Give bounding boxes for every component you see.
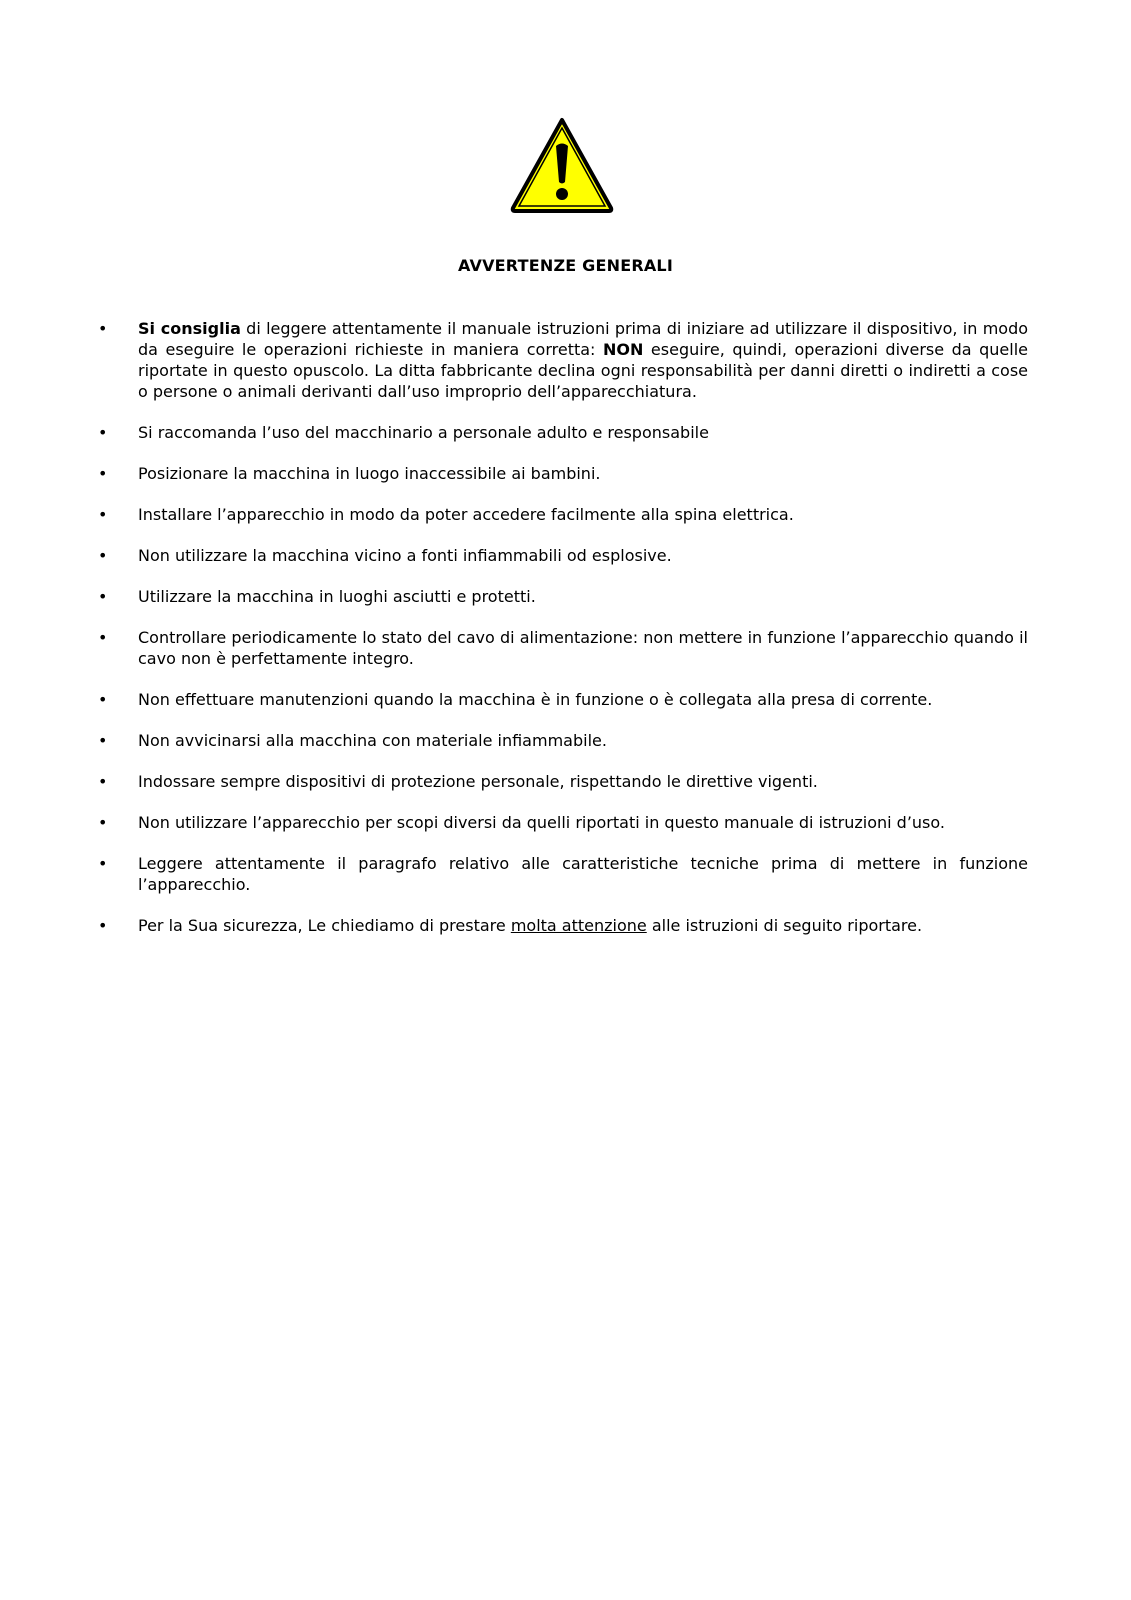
bullet: •: [98, 505, 108, 524]
item-text: eseguire, quindi, operazioni diverse da quelle riportate in questo opuscolo. La ditta fabbricante declina ogni responsabilità per danni diretti o indiretti a cose o persone o animali derivanti dall’uso improprio dell’apparecchiatura.: [138, 340, 1028, 401]
item-text: Per la Sua sicurezza, Le chiediamo di prestare: [138, 916, 511, 935]
item-text: Non effettuare manutenzioni quando la macchina è in funzione o è collegata alla presa di corrente.: [138, 690, 933, 709]
item-text: Controllare periodicamente lo stato del cavo di alimentazione: non mettere in funzione l’apparecchio quando il cavo non è perfettamente integro.: [138, 628, 1028, 668]
item-text: di leggere attentamente il manuale istruzioni prima di iniziare ad utilizzare il dispositivo, in modo da eseguire le operazioni richieste in maniera corretta:: [138, 319, 1029, 359]
bullet: •: [98, 690, 108, 709]
item-text: Si raccomanda l’uso del macchinario a personale adulto e responsabile: [138, 423, 709, 442]
item-text: Indossare sempre dispositivi di protezione personale, rispettando le direttive vigenti.: [138, 772, 818, 791]
bullet: •: [98, 587, 108, 606]
item-text: Posizionare la macchina in luogo inaccessibile ai bambini.: [138, 464, 601, 483]
list-item: [94, 586, 1028, 607]
item-bold-text: NON: [602, 340, 644, 359]
bullet: •: [98, 731, 108, 750]
list-item: [94, 730, 1028, 751]
item-text: alle istruzioni di seguito riportare.: [646, 916, 923, 935]
list-item: [94, 318, 1028, 402]
warning-triangle-icon: [509, 116, 615, 214]
list-item: [94, 853, 1028, 895]
warnings-list: [94, 318, 1028, 956]
list-item: [94, 915, 1028, 936]
bullet: •: [98, 813, 108, 832]
item-text: Leggere attentamente il paragrafo relativo alle caratteristiche tecniche prima di mettere in funzione l’apparecchio.: [138, 854, 1028, 894]
underlined-text: molta attenzione: [510, 916, 647, 935]
item-text: Non utilizzare la macchina vicino a fonti infiammabili od esplosive.: [138, 546, 672, 565]
list-item: [94, 422, 1028, 443]
bullet: •: [98, 319, 108, 338]
list-item: [94, 689, 1028, 710]
bullet: •: [98, 423, 108, 442]
list-item: [94, 545, 1028, 566]
bullet: •: [98, 916, 108, 935]
bullet: •: [98, 772, 108, 791]
bullet: •: [98, 854, 108, 873]
bullet: •: [98, 464, 108, 483]
item-text: Installare l’apparecchio in modo da poter accedere facilmente alla spina elettrica.: [138, 505, 794, 524]
list-item: [94, 812, 1028, 833]
item-text: Utilizzare la macchina in luoghi asciutti e protetti.: [138, 587, 536, 606]
list-item: [94, 504, 1028, 525]
bullet: •: [98, 546, 108, 565]
list-item: [94, 627, 1028, 669]
list-item: [94, 771, 1028, 792]
item-text: Non avvicinarsi alla macchina con materiale infiammabile.: [138, 731, 607, 750]
item-text: Non utilizzare l’apparecchio per scopi diversi da quelli riportati in questo manuale di istruzioni d’uso.: [138, 813, 945, 832]
item-bold-text: Si consiglia: [138, 319, 241, 338]
page-title: AVVERTENZE GENERALI: [458, 256, 673, 275]
list-item: [94, 463, 1028, 484]
bullet: •: [98, 628, 108, 647]
